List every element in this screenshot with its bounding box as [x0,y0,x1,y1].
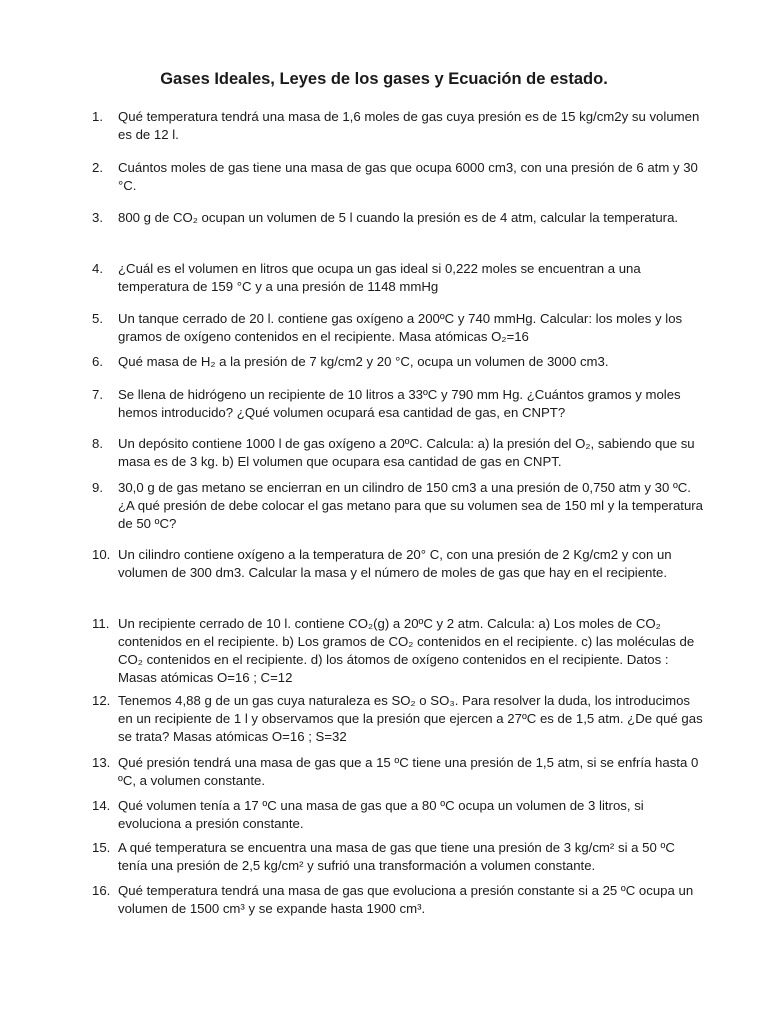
problem-item [92,260,704,296]
problem-number: 11. [92,616,110,631]
problem-text: A qué temperatura se encuentra una masa de gas que tiene una presión de 3 kg/cm² si a 50 ºC tenía una presión de 2,5 kg/cm² y sufrió una transformación a volumen constante. [118,840,675,873]
problem-item [92,546,704,582]
problem-number: 7. [92,387,103,402]
problem-text: Un cilindro contiene oxígeno a la temperatura de 20° C, con una presión de 2 Kg/cm2 y con un volumen de 300 dm3. Calcular la masa y el número de moles de gas que hay en el recipiente. [118,547,672,580]
problem-item [92,882,704,918]
problem-number: 15. [92,840,111,855]
problem-number: 10. [92,547,111,562]
problem-number: 1. [92,109,103,124]
problem-text: Tenemos 4,88 g de un gas cuya naturaleza es SO₂ o SO₃. Para resolver la duda, los introducimos en un recipiente de 1 l y observamos que la presión que ejercen a 27ºC es de 1,5 atm. ¿De qué gas se trata? Masas atómicas O=16 ; S=32 [118,693,703,744]
problem-item [92,839,704,875]
problem-number: 6. [92,354,103,369]
problem-text: 30,0 g de gas metano se encierran en un cilindro de 150 cm3 a una presión de 0,750 atm y 30 ºC. ¿A qué presión de debe colocar el gas metano para que su volumen sea de 150 ml y la temperatura de 50 ºC? [118,480,704,531]
problem-text: Un recipiente cerrado de 10 l. contiene CO₂(g) a 20ºC y 2 atm. Calcula: a) Los moles de CO₂ contenidos en el recipiente. b) Los gramos de CO₂ contenidos en el recipiente. c) las moléculas de CO₂ contenidos en el recipiente. d) los átomos de oxígeno contenidos en el recipiente. Datos : Masas atómicas O=16 ; C=12 [118,616,695,685]
problem-number: 12. [92,693,111,708]
problem-text: Un tanque cerrado de 20 l. contiene gas oxígeno a 200ºC y 740 mmHg. Calcular: los moles y los gramos de oxígeno contenidos en el recipiente. Masa atómicas O₂=16 [118,311,683,344]
problem-number: 2. [92,160,103,175]
problem-item [92,386,704,422]
problem-item [92,692,704,746]
problem-item [92,353,704,371]
problem-text: Qué presión tendrá una masa de gas que a 15 ºC tiene una presión de 1,5 atm, si se enfría hasta 0 ºC, a volumen constante. [118,755,699,788]
problem-text: Qué masa de H₂ a la presión de 7 kg/cm2 y 20 °C, ocupa un volumen de 3000 cm3. [118,354,609,369]
problem-number: 13. [92,755,111,770]
problem-number: 14. [92,798,111,813]
problem-text: Se llena de hidrógeno un recipiente de 10 litros a 33ºC y 790 mm Hg. ¿Cuántos gramos y moles hemos introducido? ¿Qué volumen ocupará esa cantidad de gas, en CNPT? [118,387,681,420]
problem-text: Qué volumen tenía a 17 ºC una masa de gas que a 80 ºC ocupa un volumen de 3 litros, si evoluciona a presión constante. [118,798,644,831]
problem-item [92,159,704,195]
problem-text: Qué temperatura tendrá una masa de gas que evoluciona a presión constante si a 25 ºC ocupa un volumen de 1500 cm³ y se expande hasta 1900 cm³. [118,883,694,916]
page-title: Gases Ideales, Leyes de los gases y Ecuación de estado. [160,70,608,88]
problem-item [92,797,704,833]
problem-number: 4. [92,261,103,276]
problem-text: Qué temperatura tendrá una masa de 1,6 moles de gas cuya presión es de 15 kg/cm2y su volumen es de 12 l. [118,109,700,142]
problem-item [92,108,704,144]
problem-item [92,615,704,687]
problem-text: Cuántos moles de gas tiene una masa de gas que ocupa 6000 cm3, con una presión de 6 atm y 30 °C. [118,160,698,193]
problem-text: 800 g de CO₂ ocupan un volumen de 5 l cuando la presión es de 4 atm, calcular la temperatura. [118,210,679,225]
problem-number: 16. [92,883,111,898]
problem-item [92,209,704,227]
problem-number: 9. [92,480,103,495]
problem-number: 3. [92,210,103,225]
problem-item [92,435,704,471]
problem-number: 5. [92,311,103,326]
problem-item [92,754,704,790]
problem-number: 8. [92,436,103,451]
problem-item [92,310,704,346]
problem-text: Un depósito contiene 1000 l de gas oxígeno a 20ºC. Calcula: a) la presión del O₂, sabiendo que su masa es de 3 kg. b) El volumen que ocupara esa cantidad de gas en CNPT. [118,436,695,469]
problem-item [92,479,704,533]
problem-text: ¿Cuál es el volumen en litros que ocupa un gas ideal si 0,222 moles se encuentran a una temperatura de 159 °C y a una presión de 1148 mmHg [118,261,641,294]
